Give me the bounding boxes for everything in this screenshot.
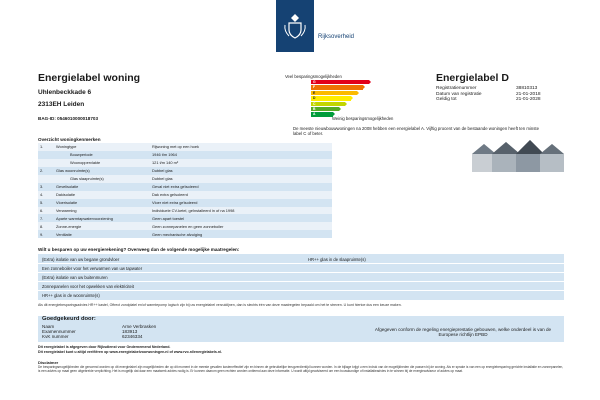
overview-row-number: 2. <box>38 167 54 175</box>
energy-label-heading: Energielabel D <box>436 72 509 84</box>
measures-heading: Wilt u besparen op uw energierekening? Overweeg dan de volgende mogelijke maatregelen: <box>38 247 240 252</box>
house-illustration <box>472 138 564 177</box>
intro-text: De meeste nieuwbouwwoningen na 2008 hebben een energielabel A. Vijftig procent van de bestaande woningen heeft ten minste label C of beter. <box>293 126 539 136</box>
overview-table <box>38 143 332 238</box>
registration-info <box>436 86 541 103</box>
overview-row-number: 9. <box>38 230 54 238</box>
overview-row-number <box>38 175 54 183</box>
measures-box <box>38 254 564 300</box>
registration-key: Datum van registratie <box>436 91 482 97</box>
disclaimer-text: De besparingsmogelijkheden die genoemd worden op dit energielabel zijn mogelijkheden die op dit moment in de meeste gevallen kosteneffectief zijn en binnen de gebruikelijke terugverdientijd kunnen worden. In de bijlage krijgt u een indruk van de mogelijkheden die passen bij de woning. Als er sprake is van een op energiebesparing gerichte installatie en zonnepanelen, is een advies op maat geen uitgebreide verplichting. Het is mogelijk dat daar een maatwerk advies nodig is. Er kunnen daarom geen rechten worden ontleend aan deze informatie. U wordt altijd geadviseerd om een bouwkundige of installatieadvies in te winnen bij de energieadviseur of advies op maat. <box>38 365 564 374</box>
measure-item: (Extra) isolatie van uw buitenmuren <box>42 275 108 280</box>
divider <box>38 281 564 282</box>
crest-icon <box>282 12 308 40</box>
overview-row-value: Geval niet extra geïsoleerd <box>150 183 332 191</box>
overview-row-value: Dak extra geïsoleerd <box>150 191 332 199</box>
overview-row-name: Ventilatie <box>54 230 150 238</box>
overview-row-name: Woningtype <box>54 143 150 151</box>
overview-row <box>38 167 332 175</box>
overview-row-value: Geen apart toestel <box>150 214 332 222</box>
certified-row <box>42 334 156 339</box>
overview-heading: Overzicht woningkenmerken <box>38 137 101 142</box>
energy-class-bar: C <box>311 102 345 106</box>
footer-line-2: Dit energielabel kunt u altijd verifiëren op www.energielabelvoorwoningen.nl of www.rvo.nl/energielabels.nl. <box>38 349 223 354</box>
bag-id: BAG-ID: 0546010000018703 <box>38 116 99 121</box>
measure-item: (Extra) isolatie van uw begane grondvloer <box>42 257 120 262</box>
divider <box>38 290 564 291</box>
overview-row <box>38 183 332 191</box>
overview-row-name: Zonne-energie <box>54 222 150 230</box>
footer-lines <box>38 345 564 354</box>
overview-row <box>38 207 332 215</box>
certified-key: Examennummer <box>42 329 76 335</box>
overview-row-number: 6. <box>38 207 54 215</box>
overview-row-name: Aparte warmtapwatervoorziening <box>54 214 150 222</box>
overview-row-number: 7. <box>38 214 54 222</box>
overview-row-value: Dubbel glas <box>150 175 332 183</box>
overview-row-number: 3. <box>38 183 54 191</box>
overview-row-value: Vloer niet extra geïsoleerd <box>150 199 332 207</box>
overview-row-name: Woonoppervlakte <box>54 159 150 167</box>
address-line-2: 2313EH Leiden <box>38 101 85 108</box>
page-title: Energielabel woning <box>38 72 141 84</box>
overview-row-name: Glas woonruimte(s) <box>54 167 150 175</box>
overview-row-value: Rijwoning met op een hoek <box>150 143 332 151</box>
overview-row-value: Dubbel glas <box>150 167 332 175</box>
registration-row <box>436 97 541 103</box>
overview-row-name: Vloerisolatie <box>54 199 150 207</box>
certified-heading: Goedgekeurd door: <box>42 316 96 322</box>
houses-icon <box>472 138 564 172</box>
overview-row <box>38 214 332 222</box>
measure-item: HR++ glas in de slaapruimte(s) <box>308 257 366 262</box>
overview-row-number: 5. <box>38 199 54 207</box>
overview-row <box>38 175 332 183</box>
overview-row-value: Geen mechanische afzuiging <box>150 230 332 238</box>
certified-info <box>42 324 156 340</box>
disclaimer-heading: Disclaimer <box>38 360 59 365</box>
overview-row-number <box>38 159 54 167</box>
measure-item: HR++ glas in de woonruimte(s) <box>42 293 100 298</box>
overview-row <box>38 199 332 207</box>
energy-scale <box>311 80 381 118</box>
registration-key: Registratienummer <box>436 86 477 91</box>
overview-row-name: Glas slaapruimte(s) <box>54 175 150 183</box>
overview-row-name: Verwarming <box>54 207 150 215</box>
overview-row <box>38 159 332 167</box>
overview-row-number: 8. <box>38 222 54 230</box>
energy-class-bar: B <box>311 107 339 111</box>
rijksoverheid-logo <box>276 0 314 52</box>
overview-row-number <box>38 151 54 159</box>
energy-class-bar: F <box>311 85 363 89</box>
certified-value: 183913 <box>122 329 138 335</box>
certified-statement: Afgegeven conform de regeling energieprestatie gebouwen, welke onderdeel is van de Europese richtlijn EPBD <box>374 327 552 338</box>
fine-print: Als dit energiebesparingsadvies HR++ kastel, Oftrect zondplatel en/of warmtepomp logisch zijn bij uw energielabel verzuidijnen, dan is slechts één van deze maatregelen bepaald om het te streven. U kunt hiertoe dus een keuze maken. <box>38 303 402 307</box>
scale-caption-bottom: Weinig besparingsmogelijkheden <box>332 116 394 121</box>
overview-row-value: Geen zonnepanelen en geen zonneboiler <box>150 222 332 230</box>
scale-caption-top: Veel besparingsmogelijkheden <box>285 74 342 79</box>
measure-item: Een zonneboiler voor het verwarmen van uw tapwater <box>42 266 143 271</box>
overview-row <box>38 230 332 238</box>
overview-row <box>38 143 332 151</box>
overview-row-value: 121 t/m 140 m² <box>150 159 332 167</box>
measure-item: Zonnepanelen voor het opwekken van elektriciteit <box>42 284 134 289</box>
overview-row <box>38 191 332 199</box>
certified-value: 62346334 <box>122 334 143 340</box>
energy-class-bar: E <box>311 91 357 95</box>
overview-row-name: Dakisolatie <box>54 191 150 199</box>
divider <box>38 263 564 264</box>
registration-value: 21-01-2028 <box>516 97 541 103</box>
overview-row-value: 1946 t/m 1964 <box>150 151 332 159</box>
overview-row-number: 4. <box>38 191 54 199</box>
energy-class-bar: G <box>311 80 369 84</box>
logo-text: Rijksoverheid <box>318 34 355 40</box>
footer-line-1: Dit energielabel is afgegeven door Rijksdienst voor Ondernemend Nederland. <box>38 345 171 349</box>
address-line-1: Uhlenbeckkade 6 <box>38 89 92 96</box>
overview-row-name: Bouwperiode <box>54 151 150 159</box>
overview-row <box>38 151 332 159</box>
energy-class-bar: A <box>311 112 333 116</box>
registration-value: 21-01-2018 <box>516 91 541 97</box>
energy-class-bar: D <box>311 96 351 100</box>
registration-key: Geldig tot <box>436 97 457 103</box>
overview-row-name: Gevelisolatie <box>54 183 150 191</box>
certified-key: KvK nummer <box>42 334 69 340</box>
divider <box>38 272 564 273</box>
certified-key: Naam <box>42 324 55 329</box>
registration-value: 38810313 <box>516 86 538 91</box>
overview-row-number: 1. <box>38 143 54 151</box>
overview-row-value: Individuele CV-ketel, geïnstalleerd in of na 1998 <box>150 207 332 215</box>
overview-row <box>38 222 332 230</box>
certified-value: Arne Verbrasken <box>122 324 157 329</box>
